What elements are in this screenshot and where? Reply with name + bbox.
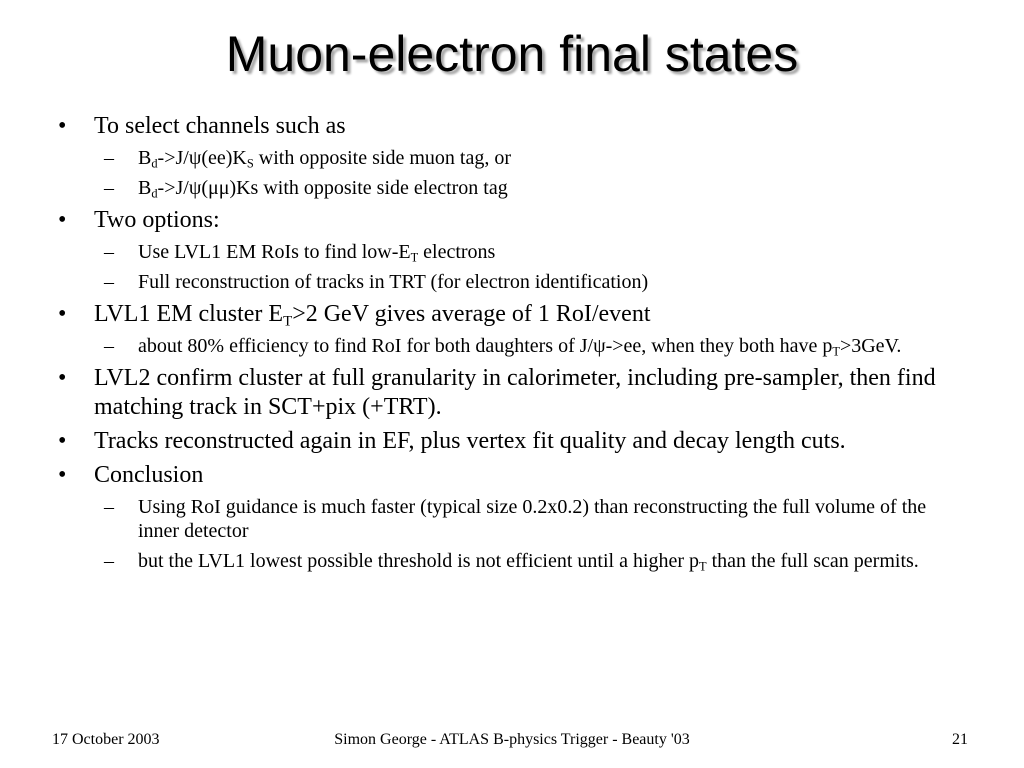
- bullet-text: To select channels such as: [94, 113, 346, 139]
- dash-mark: –: [104, 271, 114, 293]
- sub-bullet-efficiency: [58, 334, 968, 358]
- bullet-text: Conclusion: [94, 462, 204, 488]
- sub-bullet-full-reconstruction: [58, 270, 968, 294]
- dash-mark: –: [104, 177, 114, 199]
- bullet-lvl2-confirm: [58, 364, 968, 422]
- bullet-text: LVL1 EM cluster $E_T>2$ GeV gives average of 1 RoI/event: [94, 301, 651, 330]
- bullet-mark: •: [58, 365, 67, 391]
- sub-bullet-text: $B_d->J/\psi(ee)K_S$ with opposite side muon tag, or: [138, 147, 511, 171]
- dash-mark: –: [104, 147, 114, 169]
- bullet-text: Tracks reconstructed again in EF, plus vertex fit quality and decay length cuts.: [94, 428, 846, 454]
- bullet-mark: •: [58, 113, 67, 139]
- bullet-mark: •: [58, 301, 67, 327]
- sub-bullet-text: Full reconstruction of tracks in TRT (for electron identification): [138, 271, 649, 293]
- sub-bullet-roi-guidance: [58, 495, 968, 543]
- bullet-text: Two options:: [94, 207, 220, 233]
- dash-mark: –: [104, 241, 114, 263]
- dash-mark: –: [104, 335, 114, 357]
- sub-bullet-bd-ee: [58, 146, 968, 170]
- slide-body: [58, 112, 968, 579]
- sub-bullet-text: about 80% efficiency to find RoI for both daughters of J/ψ->ee, when they both have $p_T>3GeV$.: [138, 335, 902, 359]
- footer-page-number: 21: [952, 731, 968, 748]
- bullet-text: LVL2 confirm cluster at full granularity in calorimeter, including pre-sampler, then find matching track in SCT+pix (+TRT).: [94, 365, 936, 420]
- bullet-select-channels: [58, 112, 968, 141]
- sub-bullet-threshold: [58, 549, 968, 573]
- sub-bullet-text: Using RoI guidance is much faster (typical size 0.2x0.2) than reconstructing the full volume of the inner detector: [138, 496, 927, 542]
- sub-bullet-text: $B_d->J/\psi(\mu\mu)Ks$ with opposite side electron tag: [138, 177, 508, 201]
- sub-bullet-text: but the LVL1 lowest possible threshold is not efficient until a higher $p_T$ than the full scan permits.: [138, 550, 919, 574]
- dash-mark: –: [104, 496, 114, 518]
- bullet-mark: •: [58, 207, 67, 233]
- sub-bullet-bd-mumu: [58, 176, 968, 200]
- bullet-mark: •: [58, 428, 67, 454]
- bullet-mark: •: [58, 462, 67, 488]
- sub-bullet-text: Use LVL1 EM RoIs to find low-$E_T$ electrons: [138, 241, 496, 265]
- bullet-ef-tracks: [58, 427, 968, 456]
- footer-date: 17 October 2003: [52, 731, 160, 748]
- bullet-lvl1-cluster: [58, 300, 968, 329]
- sub-bullet-lvl1-rois: [58, 240, 968, 264]
- footer-author: Simon George - ATLAS B-physics Trigger - Beauty '03: [334, 731, 690, 748]
- slide-title: Muon-electron final states: [225, 26, 799, 82]
- bullet-conclusion: [58, 461, 968, 490]
- dash-mark: –: [104, 550, 114, 572]
- bullet-two-options: [58, 206, 968, 235]
